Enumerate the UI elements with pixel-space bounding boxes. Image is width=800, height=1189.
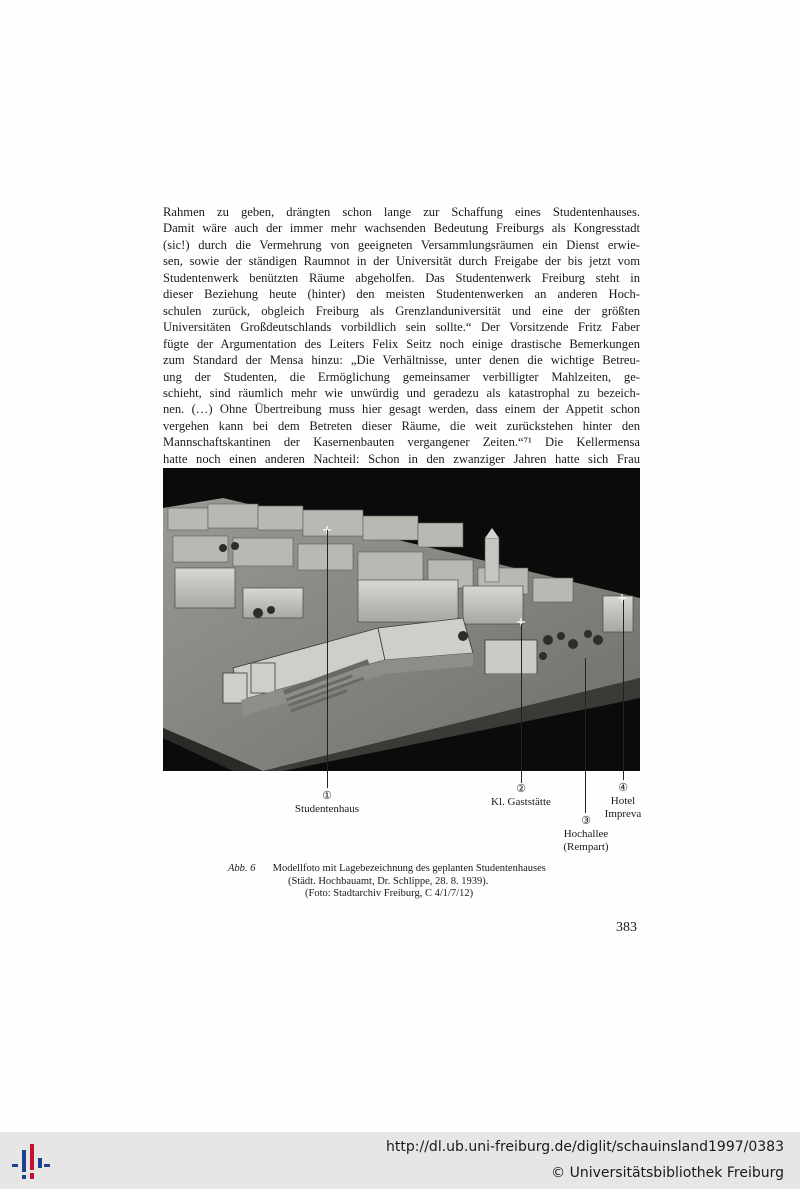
- caption-line-2: (Städt. Hochbauamt, Dr. Schlippe, 28. 8. 1939).: [288, 875, 489, 887]
- page-number: 383: [616, 920, 637, 935]
- text-line: Universitäten Großdeutschlands vorbildlich sein sollte.“ Der Vorsitzende Fritz Faber: [163, 320, 640, 335]
- caption-line-3: (Foto: Stadtarchiv Freiburg, C 4/1/7/12): [305, 888, 474, 899]
- text-line: Rahmen zu geben, drängten schon lange zur Schaffung eines Studentenhauses.: [163, 205, 640, 219]
- callout-number: ④: [618, 782, 628, 794]
- callout-label: Studentenhaus: [294, 803, 360, 815]
- callout-label: Hotel: [610, 795, 636, 807]
- callout-line-4: [623, 600, 624, 780]
- text-line: schulen zurück, obgleich Freiburg als Grenzlanduniversität und eine der größten: [163, 303, 640, 318]
- caption-line-1: Modellfoto mit Lagebezeichnung des geplanten Studentenhauses: [272, 863, 546, 874]
- text-line: sen, sowie der ständigen Raumnot in der Universität durch Freigabe der bis jetzt vom: [163, 254, 640, 269]
- callout-hotel: [598, 782, 648, 821]
- text-line: dieser Beziehung heute (hinter) den meisten Studentenwerken an anderen Hoch-: [163, 287, 640, 302]
- callout-label: Hochallee: [563, 828, 609, 840]
- footer-bar: [0, 1132, 800, 1189]
- library-logo-icon: [10, 1140, 52, 1182]
- text-line: zum Standard der Mensa hinzu: „Die Verhältnisse, unter denen die wichtige Betreu-: [163, 353, 640, 368]
- footer-copyright: © Universitätsbibliothek Freiburg: [551, 1165, 784, 1181]
- text-line: Studentenwerk benützten Räume abgeholfen. Das Studentenwerk Freiburg steht in: [163, 270, 640, 285]
- body-text: [163, 204, 640, 484]
- text-line: Mannschaftskantinen der Kasernenbauten vergangener Zeiten.“⁷¹ Die Kellermensa: [163, 435, 640, 450]
- callout-number: ①: [322, 790, 332, 802]
- text-line: schieht, sind räumlich mehr wie unwürdig und geradezu als katastrophal zu bezeich-: [163, 385, 640, 400]
- callout-label-sub: Impreva: [604, 808, 642, 820]
- callout-label-sub: (Rempart): [563, 841, 609, 853]
- figure-caption: [228, 863, 638, 901]
- callout-line-1: [327, 530, 328, 788]
- footer-url-link[interactable]: http://dl.ub.uni-freiburg.de/diglit/schauinsland1997/0383: [386, 1139, 784, 1155]
- text-line: hatte noch einen anderen Nachteil: Schon in den zwanziger Jahren hatte sich Frau: [163, 451, 640, 466]
- callout-number: ③: [581, 815, 591, 827]
- text-line: nen. (…) Ohne Übertreibung muss hier gesagt werden, dass einem der Appetit schon: [163, 402, 640, 417]
- callout-line-3: [585, 658, 586, 813]
- text-line: fügte der Argumentation des Leiters Felix Seitz noch einige drastische Bemerkungen: [163, 336, 640, 351]
- callout-label: Kl. Gaststätte: [491, 796, 551, 808]
- callout-number: ②: [516, 783, 526, 795]
- text-line: ung der Studenten, die Ermöglichung gemeinsamer verbilligter Mahlzeiten, ge-: [163, 369, 640, 384]
- text-line: Damit wäre auch der immer mehr wachsenden Bedeutung Freiburgs als Kongresstadt: [163, 221, 640, 236]
- callout-studentenhaus: [282, 790, 372, 816]
- text-line: (sic!) durch die Vermehrung von geeigneten Versammlungsräumen ein Dienst erwie-: [163, 237, 640, 252]
- callout-gaststaette: [478, 783, 564, 809]
- model-photo: [163, 468, 640, 771]
- callout-line-2: [521, 624, 522, 783]
- caption-abb: Abb. 6: [228, 863, 256, 874]
- text-line: vergehen kann bei dem Betreten dieser Räume, die weit zurückstehen hinter den: [163, 418, 640, 433]
